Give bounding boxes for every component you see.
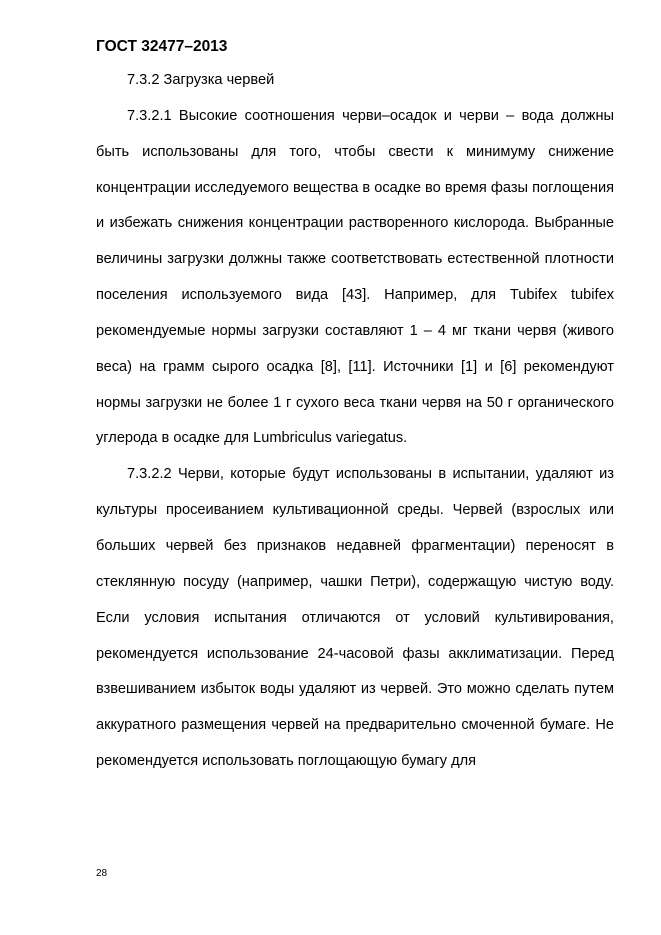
document-header: ГОСТ 32477–2013 — [96, 38, 228, 55]
paragraph-7-3-2-2: 7.3.2.2 Черви, которые будут использованы в испытании, удаляют из культуры просеиванием культивационной среды. Червей (взрослых или больших червей без признаков недавней фрагментации) переносят в стеклянную посуду (например, чашки Петри), содержащую чистую воду. Если условия испытания отличаются от условий культивирования, рекомендуется использование 24-часовой фазы акклиматизации. Перед взвешиванием избыток воды удаляют из червей. Это можно сделать путем аккуратного размещения червей на предварительно смоченной бумаге. Не рекомендуется использовать поглощающую бумагу для — [96, 466, 614, 770]
page-number: 28 — [96, 868, 108, 879]
section-heading: 7.3.2 Загрузка червей — [127, 72, 275, 88]
paragraph-7-3-2-1: 7.3.2.1 Высокие соотношения черви–осадок и черви – вода должны быть использованы для того, чтобы свести к минимуму снижение концентрации исследуемого вещества в осадке во время фазы поглощения и избежать снижения концентрации растворенного кислорода. Выбранные величины загрузки должны также соответствовать естественной плотности поселения используемого вида [43]. Например, для Tubifex tubifex рекомендуемые нормы загрузки составляют 1 – 4 мг ткани червя (живого веса) на грамм сырого осадка [8], [11]. Источники [1] и [6] рекомендуют нормы загрузки не более 1 г сухого веса ткани червя на 50 г органического углерода в осадке для Lumbriculus variegatus. — [96, 107, 614, 447]
document-body — [96, 63, 614, 780]
